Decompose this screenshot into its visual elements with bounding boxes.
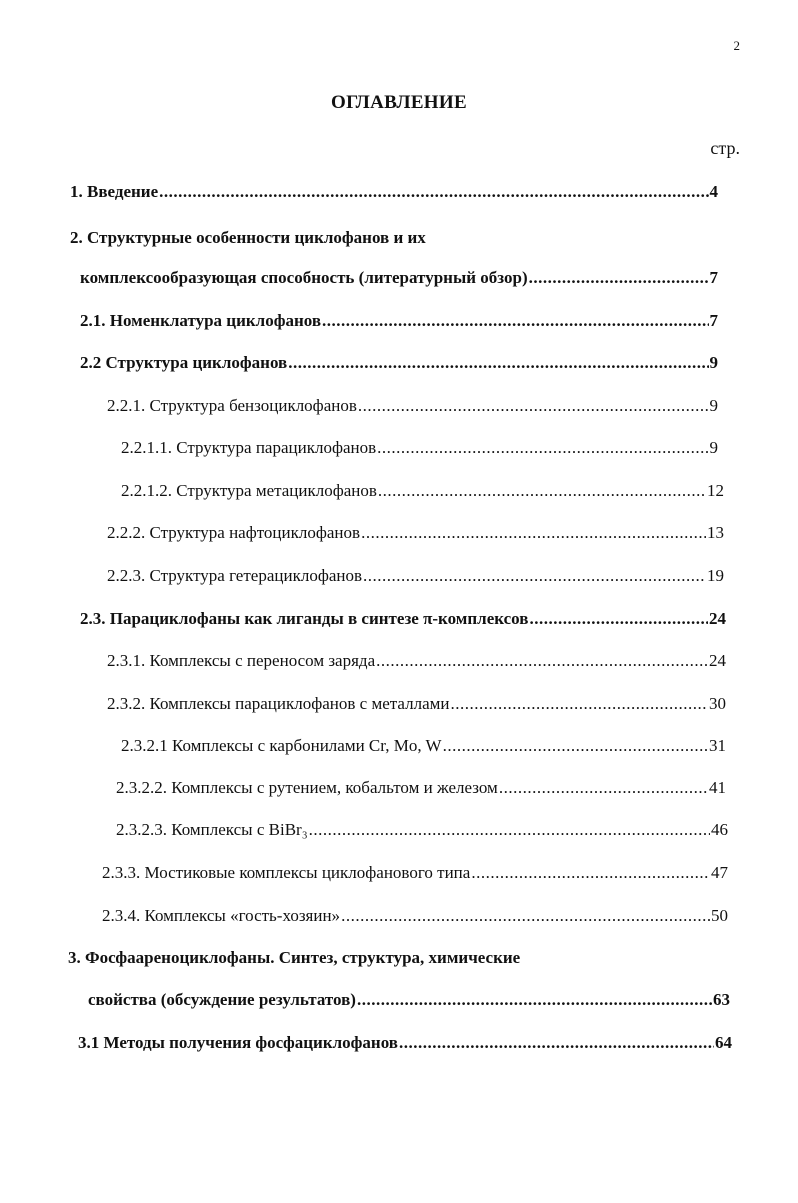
toc-entry-page: 13 [707, 523, 724, 542]
toc-entry-label: 2.2.2. Структура нафтоциклофанов [107, 523, 361, 542]
toc-entry-page: 12 [707, 481, 724, 500]
toc-entry [80, 609, 726, 629]
toc-entry-label: 2.2.1. Структура бензоциклофанов [107, 396, 357, 415]
toc-entry-page: 63 [713, 990, 730, 1009]
toc-entry [107, 396, 718, 416]
toc-entry [68, 948, 520, 968]
toc-entry-label: 3.1 Методы получения фосфациклофанов [78, 1033, 398, 1052]
toc-entry [80, 353, 718, 373]
toc-entry-page: 7 [709, 311, 718, 330]
toc-entry [107, 651, 726, 671]
page-title: ОГЛАВЛЕНИЕ [331, 92, 467, 113]
page-number: 2 [733, 38, 740, 53]
pages-column-label: стр. [710, 138, 740, 158]
toc-entry-label: 2.2 Структура циклофанов [80, 353, 288, 372]
toc-entry [102, 863, 728, 883]
toc-entry-label: 2.3.2.1 Комплексы с карбонилами Cr, Mo, W [121, 736, 442, 755]
toc-entry [78, 1033, 732, 1053]
toc-entry-page: 9 [709, 353, 718, 372]
toc-entry [70, 182, 718, 202]
toc-entry [121, 481, 724, 501]
toc-entry-page: 7 [709, 268, 718, 287]
toc-entry-page: 30 [709, 694, 726, 713]
toc-entry-label: 2.3.2.3. Комплексы с BiBr₃ [116, 820, 308, 839]
toc-entry-label: 2.3.2. Комплексы парациклофанов с металлами [107, 694, 450, 713]
toc-entry-page: 9 [709, 396, 718, 415]
toc-entry-label: 1. Введение [70, 182, 159, 201]
toc-entry-label: 2.2.3. Структура гетерациклофанов [107, 566, 362, 585]
toc-entry-label: 2. Структурные особенности циклофанов и их [70, 228, 426, 247]
toc-entry-page: 50 [711, 906, 728, 925]
toc-entry-label: 2.3.1. Комплексы с переносом заряда [107, 651, 376, 670]
toc-entry-label: 2.2.1.1. Структура парациклофанов [121, 438, 377, 457]
toc-entry-page: 46 [711, 820, 728, 839]
toc-entry-page: 9 [709, 438, 718, 457]
toc-entry [121, 438, 718, 458]
toc-entry [107, 694, 726, 714]
toc-entry [80, 311, 718, 331]
toc-entry-page: 24 [709, 651, 726, 670]
toc-entry [121, 736, 726, 756]
toc-entry [70, 228, 426, 248]
toc-entry-label: 2.3. Парациклофаны как лиганды в синтезе π-комплексов [80, 609, 529, 628]
toc-entry-label: 3. Фосфаареноциклофаны. Синтез, структура, химические [68, 948, 521, 967]
toc-entry [107, 523, 724, 543]
toc-entry [102, 906, 728, 926]
toc-entry-page: 31 [709, 736, 726, 755]
toc-entry [116, 820, 728, 840]
toc-entry-label: 2.2.1.2. Структура метациклофанов [121, 481, 377, 500]
toc-entry-page: 64 [715, 1033, 732, 1052]
toc-entry-label: 2.3.3. Мостиковые комплексы циклофанового типа [102, 863, 471, 882]
toc-entry-label: 2.3.2.2. Комплексы с рутением, кобальтом и железом [116, 778, 498, 797]
toc-entry-label: 2.1. Номенклатура циклофанов [80, 311, 322, 330]
toc-entry-label: свойства (обсуждение результатов) [88, 990, 356, 1009]
toc-entry-page: 41 [709, 778, 726, 797]
toc-entry [80, 268, 718, 288]
toc-entry-page: 47 [711, 863, 728, 882]
toc-entry-page: 24 [709, 609, 726, 628]
toc-entry [88, 990, 730, 1010]
toc-entry-label: 2.3.4. Комплексы «гость-хозяин» [102, 906, 341, 925]
toc-entry-page: 19 [707, 566, 724, 585]
toc-entry [107, 566, 724, 586]
toc-entry-label: комплексообразующая способность (литературный обзор) [80, 268, 528, 287]
toc-entry-page: 4 [709, 182, 718, 201]
toc-entry [116, 778, 726, 798]
